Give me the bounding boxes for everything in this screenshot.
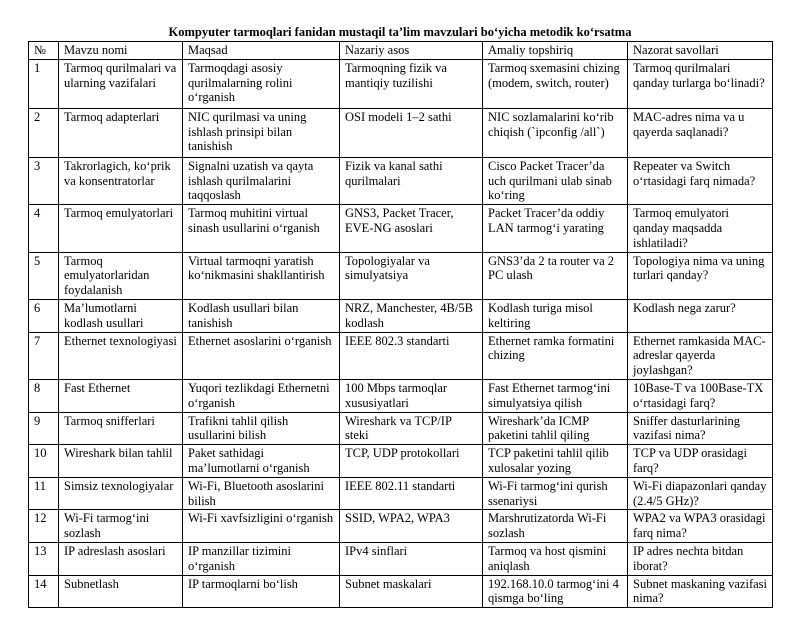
cell-control-questions: 10Base-T va 100Base-TX o‘rtasidagi farq?	[628, 379, 773, 412]
cell-topic-name: Takrorlagich, ko‘prik va konsentratorlar	[59, 157, 183, 204]
cell-practical-task: Fast Ethernet tarmog‘ini simulyatsiya qilish	[483, 379, 628, 412]
cell-theory: TCP, UDP protokollari	[340, 445, 483, 478]
table-row	[29, 510, 773, 543]
cell-number: 2	[29, 108, 59, 157]
header-topic-name: Mavzu nomi	[59, 42, 183, 60]
header-practical-task: Amaliy topshiriq	[483, 42, 628, 60]
cell-control-questions: Ethernet ramkasida MAC-adreslar qayerda joylashgan?	[628, 332, 773, 379]
cell-control-questions: TCP va UDP orasidagi farq?	[628, 445, 773, 478]
header-goal: Maqsad	[183, 42, 340, 60]
cell-theory: GNS3, Packet Tracer, EVE-NG asoslari	[340, 205, 483, 252]
cell-theory: SSID, WPA2, WPA3	[340, 510, 483, 543]
header-control-questions: Nazorat savollari	[628, 42, 773, 60]
cell-theory: IEEE 802.3 standarti	[340, 332, 483, 379]
table-row	[29, 299, 773, 332]
cell-number: 11	[29, 477, 59, 510]
cell-practical-task: NIC sozlamalarini ko‘rib chiqish (`ipconfig /all`)	[483, 108, 628, 157]
cell-goal: IP tarmoqlarni bo‘lish	[183, 575, 340, 608]
cell-practical-task: TCP paketini tahlil qilib xulosalar yozing	[483, 445, 628, 478]
cell-control-questions: Tarmoq emulyatori qanday maqsadda ishlatiladi?	[628, 205, 773, 252]
table-row	[29, 379, 773, 412]
topics-table	[28, 41, 773, 608]
cell-control-questions: Subnet maskaning vazifasi nima?	[628, 575, 773, 608]
cell-number: 13	[29, 542, 59, 575]
table-row	[29, 205, 773, 252]
document-title: Kompyuter tarmoqlari fanidan mustaqil ta’lim mavzulari bo‘yicha metodik ko‘rsatma	[168, 25, 632, 39]
cell-theory: IEEE 802.11 standarti	[340, 477, 483, 510]
cell-topic-name: Tarmoq adapterlari	[59, 108, 183, 157]
cell-topic-name: IP adreslash asoslari	[59, 542, 183, 575]
cell-control-questions: Kodlash nega zarur?	[628, 299, 773, 332]
cell-practical-task: Cisco Packet Tracer’da uch qurilmani ulab sinab ko‘ring	[483, 157, 628, 204]
cell-goal: Tarmoqdagi asosiy qurilmalarning rolini o‘rganish	[183, 59, 340, 108]
cell-theory: NRZ, Manchester, 4B/5B kodlash	[340, 299, 483, 332]
table-row	[29, 412, 773, 445]
cell-number: 7	[29, 332, 59, 379]
table-row	[29, 332, 773, 379]
cell-topic-name: Tarmoq emulyatorlaridan foydalanish	[59, 252, 183, 299]
cell-goal: IP manzillar tizimini o‘rganish	[183, 542, 340, 575]
cell-topic-name: Fast Ethernet	[59, 379, 183, 412]
table-row	[29, 157, 773, 204]
cell-practical-task: Tarmoq va host qismini aniqlash	[483, 542, 628, 575]
cell-practical-task: Wireshark’da ICMP paketini tahlil qiling	[483, 412, 628, 445]
cell-number: 1	[29, 59, 59, 108]
cell-number: 4	[29, 205, 59, 252]
cell-number: 14	[29, 575, 59, 608]
cell-goal: NIC qurilmasi va uning ishlash prinsipi bilan tanishish	[183, 108, 340, 157]
cell-theory: Wireshark va TCP/IP steki	[340, 412, 483, 445]
cell-theory: Subnet maskalari	[340, 575, 483, 608]
cell-number: 5	[29, 252, 59, 299]
cell-theory: Topologiyalar va simulyatsiya	[340, 252, 483, 299]
cell-goal: Trafikni tahlil qilish usullarini bilish	[183, 412, 340, 445]
cell-topic-name: Ma’lumotlarni kodlash usullari	[59, 299, 183, 332]
cell-goal: Signalni uzatish va qayta ishlash qurilmalarini taqqoslash	[183, 157, 340, 204]
cell-topic-name: Simsiz texnologiyalar	[59, 477, 183, 510]
cell-control-questions: Tarmoq qurilmalari qanday turlarga bo‘linadi?	[628, 59, 773, 108]
cell-practical-task: Packet Tracer’da oddiy LAN tarmog‘i yarating	[483, 205, 628, 252]
header-theory: Nazariy asos	[340, 42, 483, 60]
table-row	[29, 477, 773, 510]
cell-topic-name: Wi-Fi tarmog‘ini sozlash	[59, 510, 183, 543]
cell-goal: Tarmoq muhitini virtual sinash usullarini o‘rganish	[183, 205, 340, 252]
cell-practical-task: 192.168.10.0 tarmog‘ini 4 qismga bo‘ling	[483, 575, 628, 608]
cell-goal: Kodlash usullari bilan tanishish	[183, 299, 340, 332]
cell-control-questions: Wi-Fi diapazonlari qanday (2.4/5 GHz)?	[628, 477, 773, 510]
cell-control-questions: Repeater va Switch o‘rtasidagi farq nimada?	[628, 157, 773, 204]
cell-topic-name: Tarmoq emulyatorlari	[59, 205, 183, 252]
cell-practical-task: Wi-Fi tarmog‘ini qurish ssenariysi	[483, 477, 628, 510]
cell-number: 8	[29, 379, 59, 412]
cell-control-questions: IP adres nechta bitdan iborat?	[628, 542, 773, 575]
cell-practical-task: Ethernet ramka formatini chizing	[483, 332, 628, 379]
cell-topic-name: Subnetlash	[59, 575, 183, 608]
cell-goal: Paket sathidagi ma’lumotlarni o‘rganish	[183, 445, 340, 478]
cell-theory: Tarmoqning fizik va mantiqiy tuzilishi	[340, 59, 483, 108]
cell-practical-task: Kodlash turiga misol keltiring	[483, 299, 628, 332]
cell-number: 6	[29, 299, 59, 332]
cell-goal: Wi-Fi xavfsizligini o‘rganish	[183, 510, 340, 543]
cell-goal: Virtual tarmoqni yaratish ko‘nikmasini shakllantirish	[183, 252, 340, 299]
header-number: №	[29, 42, 59, 60]
table-row	[29, 252, 773, 299]
cell-practical-task: GNS3’da 2 ta router va 2 PC ulash	[483, 252, 628, 299]
cell-number: 10	[29, 445, 59, 478]
cell-theory: OSI modeli 1–2 sathi	[340, 108, 483, 157]
cell-topic-name: Ethernet texnologiyasi	[59, 332, 183, 379]
cell-topic-name: Tarmoq snifferlari	[59, 412, 183, 445]
cell-goal: Wi-Fi, Bluetooth asoslarini bilish	[183, 477, 340, 510]
cell-control-questions: Sniffer dasturlarining vazifasi nima?	[628, 412, 773, 445]
table-body	[29, 59, 773, 607]
table-row	[29, 59, 773, 108]
cell-topic-name: Tarmoq qurilmalari va ularning vazifalari	[59, 59, 183, 108]
table-row	[29, 445, 773, 478]
cell-control-questions: WPA2 va WPA3 orasidagi farq nima?	[628, 510, 773, 543]
cell-practical-task: Marshrutizatorda Wi-Fi sozlash	[483, 510, 628, 543]
cell-goal: Yuqori tezlikdagi Ethernetni o‘rganish	[183, 379, 340, 412]
cell-theory: 100 Mbps tarmoqlar xususiyatlari	[340, 379, 483, 412]
cell-topic-name: Wireshark bilan tahlil	[59, 445, 183, 478]
cell-number: 3	[29, 157, 59, 204]
cell-control-questions: MAC-adres nima va u qayerda saqlanadi?	[628, 108, 773, 157]
table-row	[29, 108, 773, 157]
cell-number: 12	[29, 510, 59, 543]
cell-number: 9	[29, 412, 59, 445]
table-row	[29, 575, 773, 608]
table-row	[29, 542, 773, 575]
cell-theory: Fizik va kanal sathi qurilmalari	[340, 157, 483, 204]
cell-practical-task: Tarmoq sxemasini chizing (modem, switch, router)	[483, 59, 628, 108]
table-header-row	[29, 42, 773, 60]
cell-theory: IPv4 sinflari	[340, 542, 483, 575]
cell-goal: Ethernet asoslarini o‘rganish	[183, 332, 340, 379]
cell-control-questions: Topologiya nima va uning turlari qanday?	[628, 252, 773, 299]
